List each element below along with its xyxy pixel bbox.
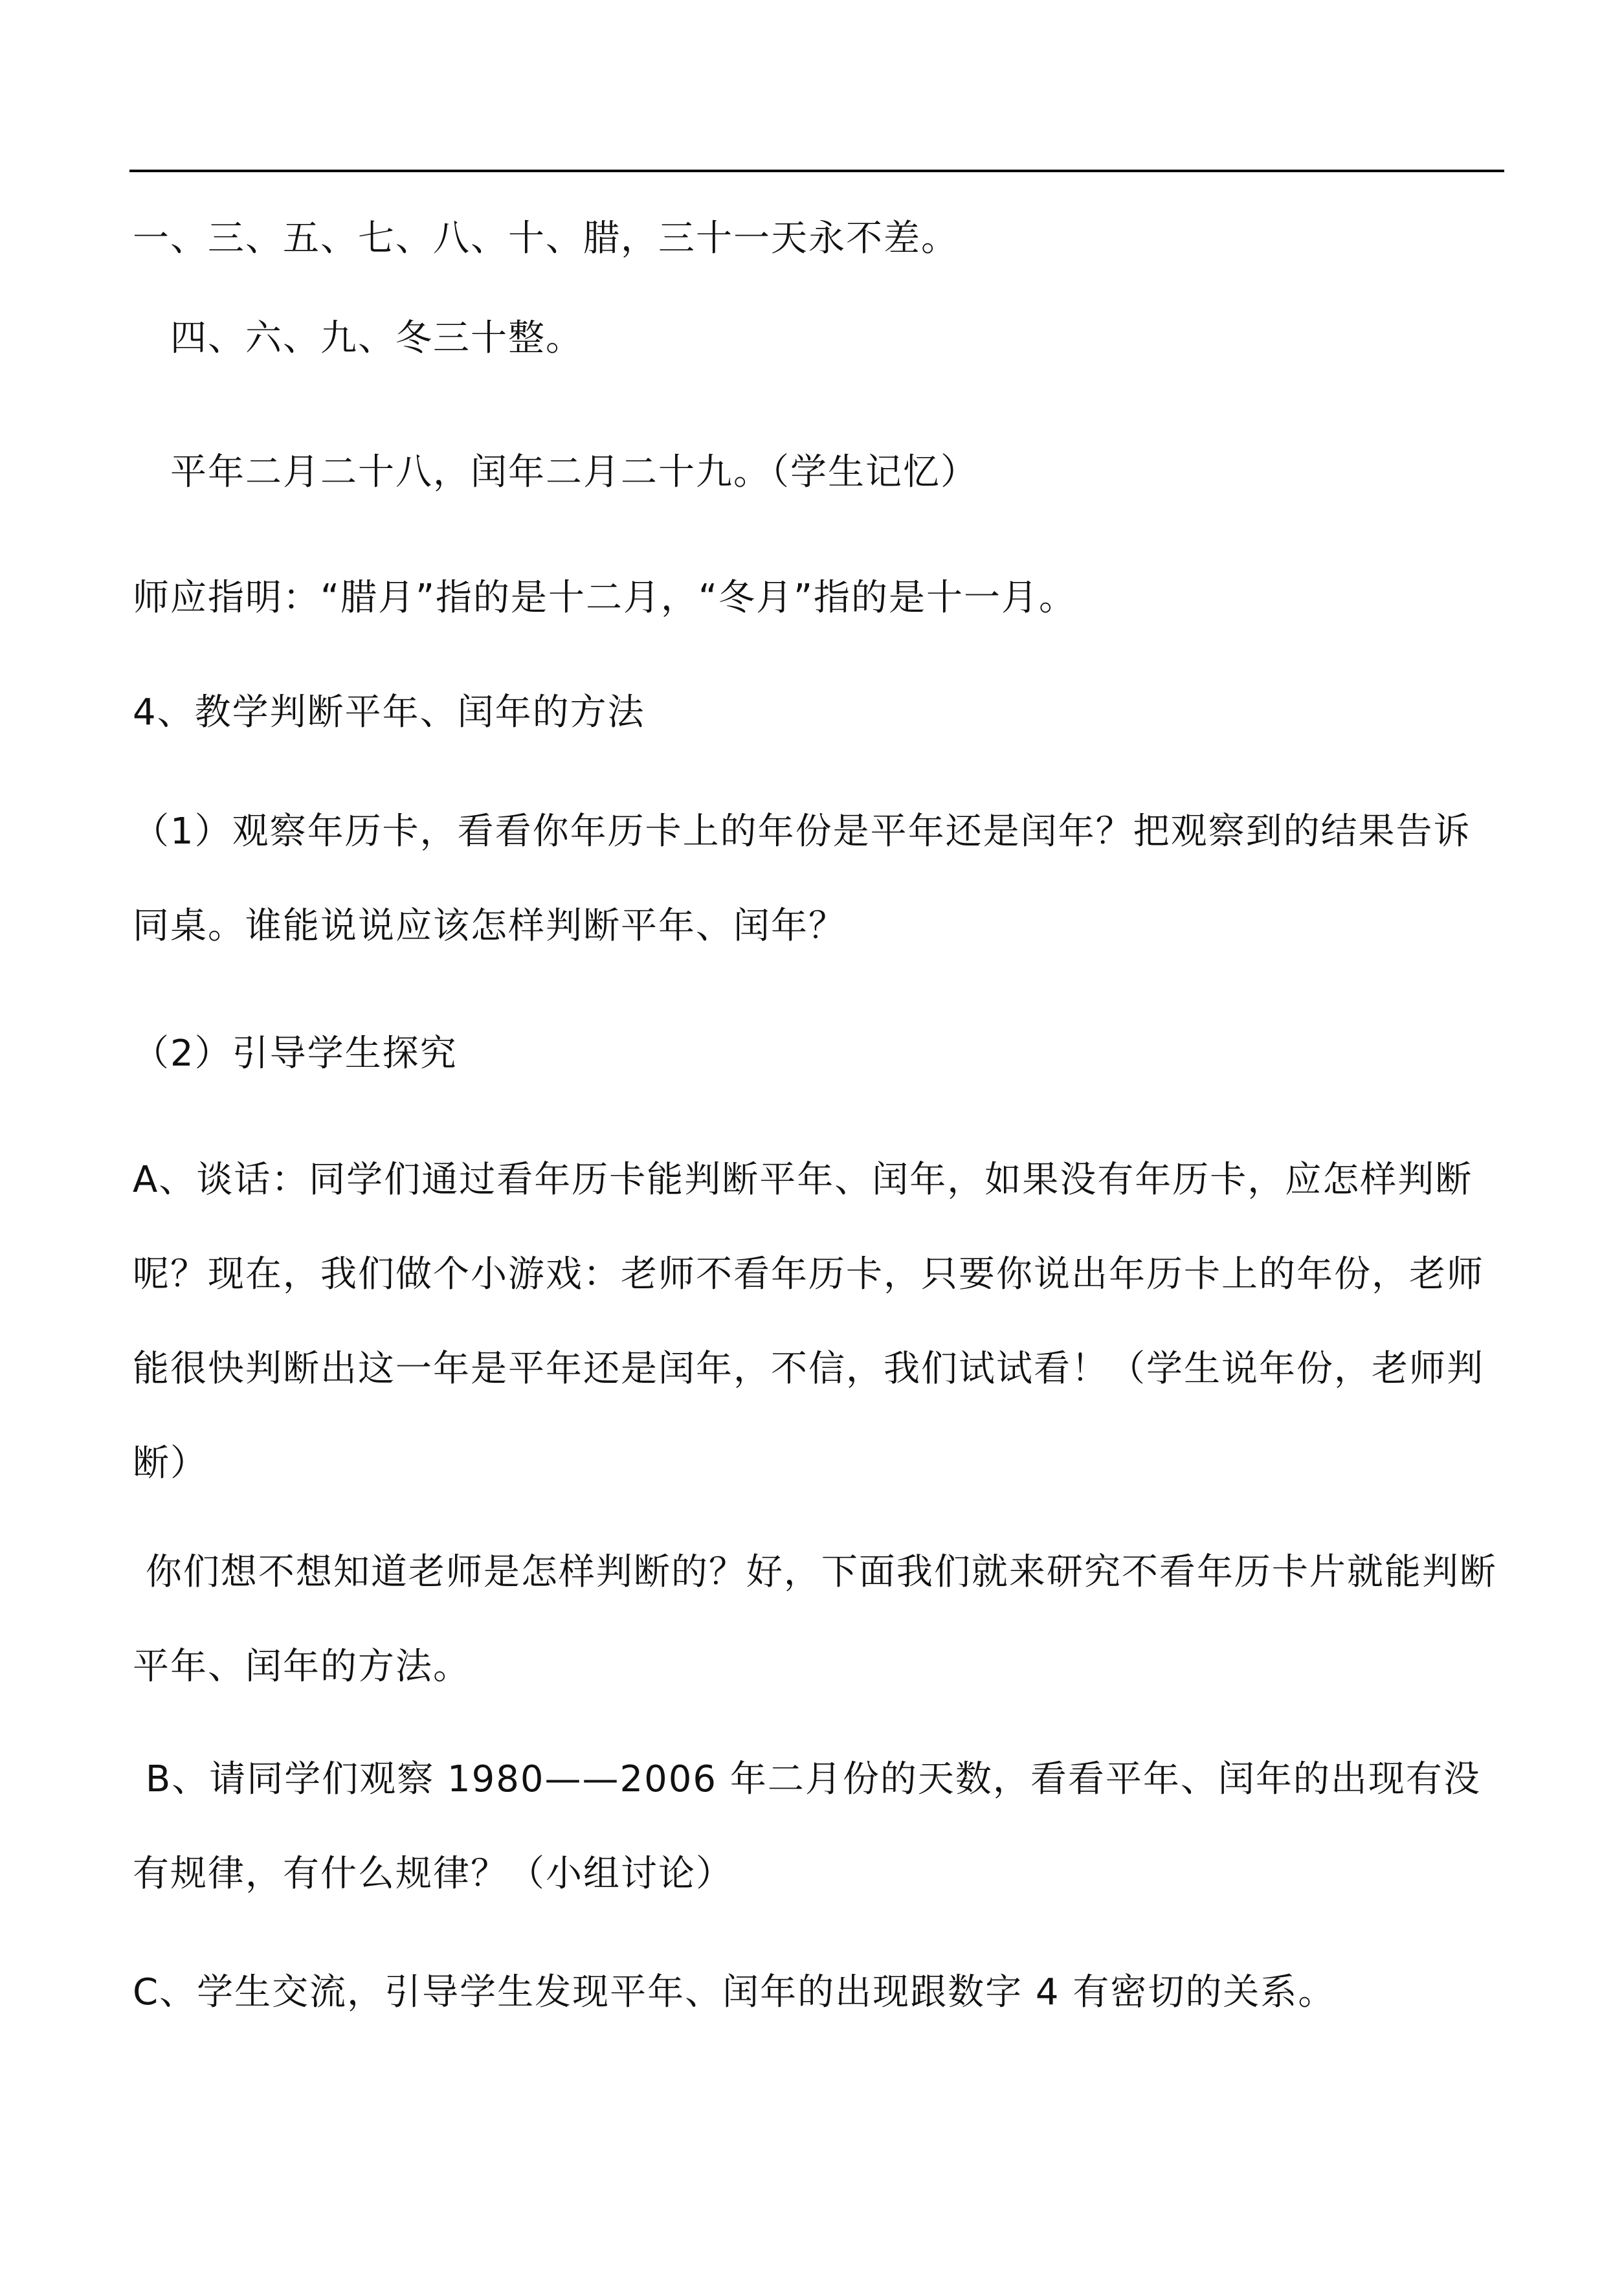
header-rule bbox=[129, 170, 1504, 172]
paragraph-february-rhyme: 平年二月二十八，闰年二月二十九。（学生记忆） bbox=[133, 451, 978, 493]
paragraph-month-rhyme-31: 一、三、五、七、八、十、腊，三十一天永不差。 bbox=[133, 218, 959, 260]
paragraph-step-a-continued: 你们想不想知道老师是怎样判断的？好，下面我们就来研究不看年历卡片就能判断平年、闰年的方法。 bbox=[133, 1551, 1497, 1688]
paragraph-teacher-note: 师应指明：“腊月”指的是十二月，“冬月”指的是十一月。 bbox=[133, 577, 1077, 619]
paragraph-step-1: （1）观察年历卡，看看你年历卡上的年份是平年还是闰年？把观察到的结果告诉同桌。谁能说说应该怎样判断平年、闰年？ bbox=[133, 811, 1471, 947]
paragraph-step-a: A、谈话：同学们通过看年历卡能判断平年、闰年，如果没有年历卡，应怎样判断呢？现在，我们做个小游戏：老师不看年历卡，只要你说出年历卡上的年份，老师能很快判断出这一年是平年还是闰年，不信，我们试试看！（学生说年份，老师判断） bbox=[133, 1159, 1484, 1484]
paragraph-month-rhyme-30: 四、六、九、冬三十整。 bbox=[133, 317, 583, 359]
paragraph-step-2: （2）引导学生探究 bbox=[133, 1033, 458, 1075]
paragraph-step-b: B、请同学们观察 1980——2006 年二月份的天数，看看平年、闰年的出现有没有规律，有什么规律？（小组讨论） bbox=[133, 1758, 1481, 1895]
paragraph-step-c: C、学生交流，引导学生发现平年、闰年的出现跟数字 4 有密切的关系。 bbox=[133, 1971, 1336, 2013]
section-heading-leap-year-method: 4、教学判断平年、闰年的方法 bbox=[133, 691, 645, 733]
